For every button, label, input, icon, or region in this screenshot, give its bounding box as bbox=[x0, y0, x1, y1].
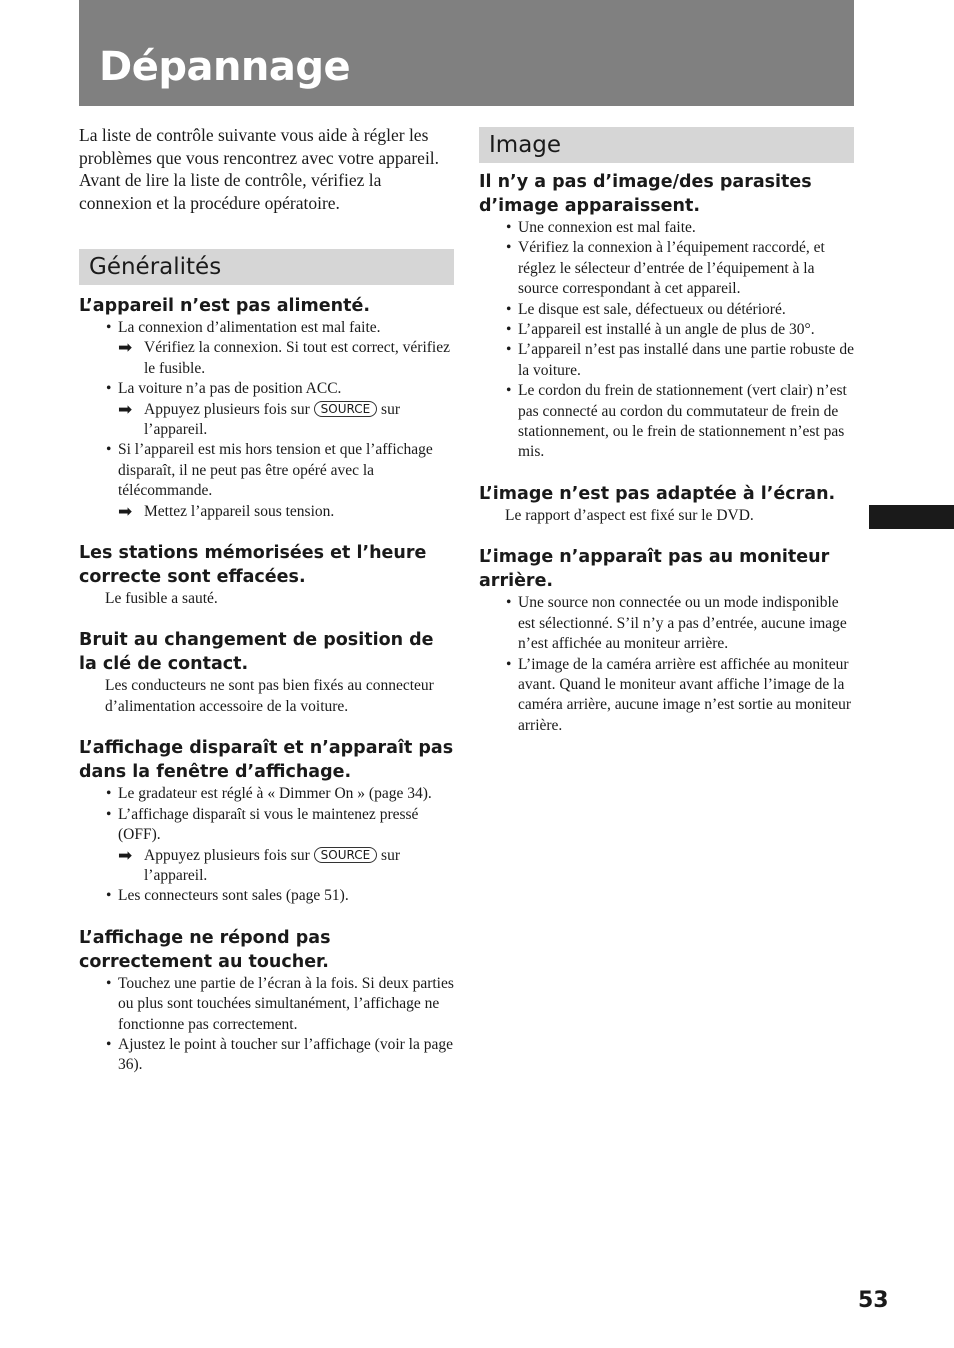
issue-heading: Il n’y a pas d’image/des parasites d’image apparaissent. bbox=[479, 172, 812, 216]
issue-heading: L’affichage disparaît et n’apparaît pas dans la fenêtre d’affichage. bbox=[79, 738, 454, 783]
list-item: • La voiture n’a pas de position ACC. ➡ Appuyez plusieurs fois sur SOURCE sur l’appareil. bbox=[106, 379, 454, 440]
intro-text: La liste de contrôle suivante vous aide à régler les problèmes que vous rencontrez avec votre appareil. Avant de lire la liste de contrôle, vérifiez la connexion et la procédure opératoire. bbox=[79, 125, 440, 213]
section-title-image: Image bbox=[479, 127, 854, 163]
arrow-right-icon: ➡ bbox=[118, 399, 133, 420]
section-title-general: Généralités bbox=[79, 249, 454, 285]
issue-text: Les conducteurs ne sont pas bien fixés au connecteur d’alimentation accessoire de la voiture. bbox=[105, 677, 434, 715]
issue-text: Le fusible a sauté. bbox=[105, 590, 218, 608]
issue-no-image bbox=[479, 170, 854, 463]
issue-touch-response bbox=[79, 926, 454, 1076]
issue-ignition-noise bbox=[79, 628, 454, 717]
list-item: • Vérifiez la connexion à l’équipement raccordé, et réglez le sélecteur d’entrée de l’équipement à la source correspondant à cet appareil. bbox=[506, 238, 854, 299]
source-key-label: SOURCE bbox=[314, 401, 378, 417]
list-item: • Touchez une partie de l’écran à la fois. Si deux parties ou plus sont touchées simultanément, l’affichage ne fonctionne pas correctement. bbox=[106, 974, 454, 1035]
list-item: • L’appareil est installé à un angle de plus de 30°. bbox=[506, 320, 854, 340]
issue-stations-erased bbox=[79, 541, 454, 609]
remedy: ➡ Appuyez plusieurs fois sur SOURCE sur l’appareil. bbox=[118, 399, 400, 439]
issue-heading: Les stations mémorisées et l’heure correcte sont effacées. bbox=[79, 543, 427, 588]
issue-display-disappears bbox=[79, 736, 454, 906]
arrow-right-icon: ➡ bbox=[118, 338, 133, 359]
list-item: • Le cordon du frein de stationnement (vert clair) n’est pas connecté au cordon du commutateur de frein de stationnement, ou le frein de stationnement n’est pas mis. bbox=[506, 381, 854, 463]
right-column bbox=[479, 127, 854, 755]
issue-text: Le rapport d’aspect est fixé sur le DVD. bbox=[505, 506, 754, 524]
list-item: • Ajustez le point à toucher sur l’affichage (voir la page 36). bbox=[106, 1035, 454, 1076]
list-item: • Une connexion est mal faite. bbox=[506, 218, 854, 238]
list-item: • Si l’appareil est mis hors tension et que l’affichage disparaît, il ne peut pas être opéré avec la télécommande. ➡ Mettez l’appareil sous tension. bbox=[106, 440, 454, 522]
page-title: Dépannage bbox=[99, 44, 351, 90]
issue-heading: L’affichage ne répond pas correctement au toucher. bbox=[79, 927, 331, 972]
list-item: • L’affichage disparaît si vous le maintenez pressé (OFF). ➡ Appuyez plusieurs fois sur SOURCE sur l’appareil. bbox=[106, 805, 454, 887]
arrow-right-icon: ➡ bbox=[118, 845, 133, 866]
list-item: • L’appareil n’est pas installé dans une partie robuste de la voiture. bbox=[506, 340, 854, 381]
chapter-tab-marker bbox=[869, 505, 954, 529]
list-item: • L’image de la caméra arrière est affichée au moniteur avant. Quand le moniteur avant affiche l’image de la caméra arrière, aucune image n’est sortie au moniteur arrière. bbox=[506, 655, 854, 737]
remedy: ➡ Appuyez plusieurs fois sur SOURCE sur l’appareil. bbox=[118, 845, 400, 884]
left-column bbox=[79, 124, 454, 1095]
list-item: • Le disque est sale, défectueux ou détérioré. bbox=[506, 300, 854, 320]
remedy: ➡ Mettez l’appareil sous tension. bbox=[118, 501, 335, 522]
issue-image-not-fit bbox=[479, 482, 854, 526]
issue-heading: L’image n’apparaît pas au moniteur arrière. bbox=[479, 547, 830, 592]
page-number: 53 bbox=[858, 1288, 889, 1313]
title-banner bbox=[79, 0, 854, 106]
list-item: • Les connecteurs sont sales (page 51). bbox=[106, 886, 454, 906]
list-item: • Une source non connectée ou un mode indisponible est sélectionné. S’il n’y a pas d’entrée, aucune image n’est affichée au moniteur arrière. bbox=[506, 593, 854, 654]
issue-rear-monitor bbox=[479, 545, 854, 736]
issue-heading: L’appareil n’est pas alimenté. bbox=[79, 296, 370, 316]
list-item: • La connexion d’alimentation est mal faite. ➡ Vérifiez la connexion. Si tout est correct, vérifiez le fusible. bbox=[106, 318, 454, 379]
list-item: • Le gradateur est réglé à « Dimmer On » (page 34). bbox=[106, 784, 454, 804]
source-key-label: SOURCE bbox=[314, 847, 378, 863]
issue-heading: Bruit au changement de position de la clé de contact. bbox=[79, 630, 434, 675]
issue-no-power bbox=[79, 294, 454, 522]
remedy: ➡ Vérifiez la connexion. Si tout est correct, vérifiez le fusible. bbox=[118, 338, 450, 377]
issue-heading: L’image n’est pas adaptée à l’écran. bbox=[479, 483, 836, 504]
arrow-right-icon: ➡ bbox=[118, 501, 133, 522]
